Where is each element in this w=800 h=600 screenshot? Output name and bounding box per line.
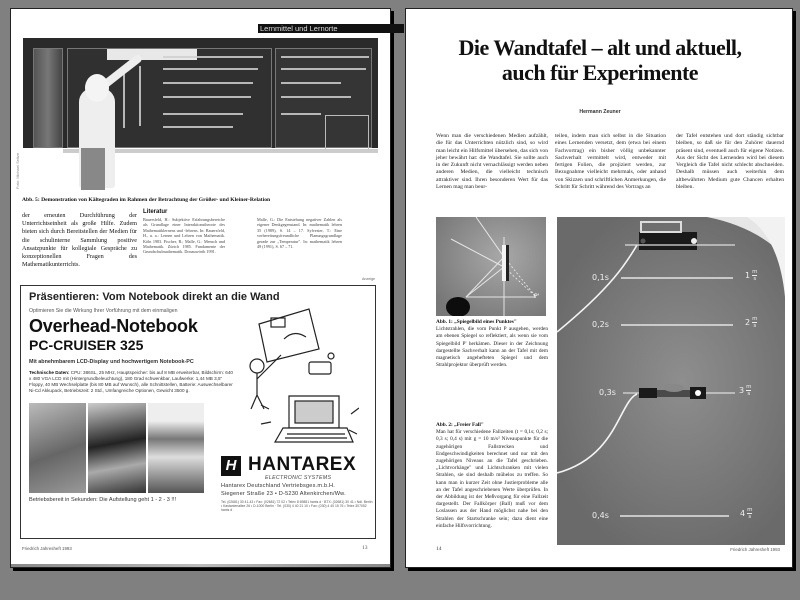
mirror-experiment-photo [436,217,546,316]
ad-photo-strip [29,403,209,493]
hantarex-logo-icon: H [221,456,241,476]
title-line-1: Die Wandtafel – alt und aktuell, [458,35,742,60]
ad-specs-label: Technische Daten: [29,370,70,375]
photo-credit: Foto: Michael Seltze [15,152,20,189]
article-title [406,35,794,85]
literature-heading: Literatur [143,209,168,215]
figure-2-title: Abb. 2: „Freier Fall" [436,422,484,428]
ad-slogan: Betriebsbereit in Sekunden: Die Aufstellung geht 1 - 2 - 3 !!! [29,497,177,503]
body-column: Wenn man die verschiedenen Medien aufzählt, die für das Unterrichten nützlich sind, so wird man leicht ein Hilfsmittel übersehen, das sich von jeher bewährt hat: die Wandtafel. Sie sollte auch in der Zukunft nicht vernachlässigt werden neben anderen Medien, die vielleicht technisch attraktiver sind. Ihren besonderen Wert für das Lernen mag man beur- [436,133,548,191]
ad-model-name: PC-CRUISER 325 [29,337,144,353]
ad-company: Hantarex Deutschland Vertriebsges.m.b.H. [221,483,336,489]
thermometer-scale [107,49,197,60]
right-page [405,8,793,568]
figure-caption: Abb. 5: Demonstration von Kältegraden im Rahmen der Betrachtung der Größer- und Kleiner-Relation [22,197,271,203]
blackboard-photo [23,38,378,148]
page-number: 13 [362,545,368,551]
body-column: der Tafel entstehen und dort ständig sichtbar bleiben, so daß sie für den Zuhörer dauernd präsent sind, eventuell auch für eigene Notizen. Aus der Sicht des Lernenden wird bei diesem Vergleich die Tafel nicht schlecht abschneiden. Deshalb müssen auch weiterhin dem altbewährten Medium gute Chancen erhalten bleiben. [676,133,784,191]
page-number: 14 [436,546,442,552]
title-line-2: auch für Experimente [501,60,699,85]
light-ray-diagram [436,217,546,316]
figure-1-text: Lichtstrahlen, die vom Punkt P ausgehen, werden am ebenen Spiegel so reflektiert, als wenn sie vom Spiegelbild P' herkämen. Dieser in der Zeichnung dargestellte Sachverhalt kann an der Tafel mit dem magnetisch angehefteten Spiegel und dem Strahlprojektor überprüft werden. [436,326,548,369]
speed-label: 4 $\frac{m}{s}$ [740,507,753,520]
figure-1-title: Abb. 1: „Spiegelbild eines Punktes" [436,319,517,325]
body-text: der erneuten Durchführung der Unterrichtseinheit als große Hilfe. Zudem bieten sich durch Bereitstellen der Medien für die schulinterne Sammlung positive Ansatzpunkte für kollegiale Gespräche zu konzeptionellen Fragen des Mathematikunterrichts. [22,212,137,269]
ad-specs-text: CPU: 386SL, 25 MHz, Hauptspeicher: bis auf 8 MB erweiterbar, Bildschirm: 640 x 480 VGA LCD mit (Hintergrundbeleuchtung), 180 Grad schwenkbar, Laufwerke: 1,44 MB 3,5" Floppy, 40 MB Wechselplatte (bis 80 MB auf Wunsch), alle Schnittstellen, Batterie: Auswechselbarer Ni-Cd Akkupack, Betriebszeit: 2 Std., Umfangreiche Optionen, Gewicht 3500 g. [29,370,233,394]
teacher-legs [81,148,105,190]
free-fall-experiment-photo [557,217,785,545]
literature-column: Malle, G.: Die Entstehung negativer Zahlen als eigener Denkgegenstand. In: mathematik lehren 35 (1989), S. 14 – 17. Sylvester, T.: Eine vorbereitungsfreundliche Planungsgrundlage gerade zur „Temperatur". In: mathematik lehren 49 (1991), S. 67 – 71. [257,217,342,250]
free-fall-chalk-drawing [557,217,785,545]
footer-publication: Friedrich Jahresheft 1993 [730,547,780,552]
teacher-head [85,74,109,102]
chalk-box [325,115,369,150]
ad-product-name: Overhead-Notebook [29,316,198,336]
figure-2-caption [436,422,548,530]
figure-1-caption [436,319,548,369]
page-edge [11,564,390,567]
ad-contact: Tel. (02681) 30 41-43 • Fax: (02681) 72 02 • Telex 8 69881 hants d · BTX: (02681) 30 41 • Ndl. Berlin • Kastanienallee 26 • D-1000 Berlin · Tel. (030) 4 40 21 10 • Fax: (030) 4 40 15 76 • Telex 307052 hants d [221,500,373,513]
ad-photo [148,403,204,493]
ad-specs [29,370,234,394]
ad-subline: Mit abnehmbarem LCD-Display und hochwertigem Notebook-PC [29,359,194,365]
time-label: 0,4s [592,511,609,520]
presenter-cartoon-illustration [239,304,359,454]
ad-headline: Präsentieren: Vom Notebook direkt an die Wand [29,291,280,303]
time-label: 0,3s [599,388,616,397]
article-author: Hermann Zeuner [579,109,621,115]
left-page [10,8,391,568]
ad-photo [29,403,86,493]
ad-brand-tagline: ELECTRONIC SYSTEMS [265,475,332,481]
time-label: 0,1s [592,273,609,282]
speed-label: 2 $\frac{m}{s}$ [745,316,758,329]
section-tag: Lernmittel und Lernorte [258,24,404,33]
literature-column: Bauersfeld, H.: Subjektive Erfahrungsbereiche als Grundlage einer Interaktionstheorie des Mathematiklernens und -lehrens. In: Bauersfeld, H., u. a.: Lernen und Lehren von Mathematik. Köln 1983. Fischer, R.; Malle, G.: Mensch und Mathematik. Zürich 1985. Fundamente der Grundschulmathematik. Donauwörth 1991. [143,217,225,255]
speed-label: 3 $\frac{m}{s}$ [739,384,752,397]
footer-publication: Friedrich Jahresheft 1993 [22,546,72,551]
ad-label: Anzeige [362,277,375,281]
figure-2-text: Man hat für verschiedene Fallzeiten (t = 0,1s; 0,2 s; 0,3 s; 0,4 s) mit g = 10 m/s² Niveaupunkte für die zugehörigen Fallstrecken und Endgeschwindigkeiten berechnet und nur mit den zugehörigen Niveaus an die Tafel geschrieben. „Lichtvorhänge" und Lichtschranken mit vielen Strahlen, sie sind deshalb mühelos zu treffen. So kann man in kurzer Zeit ohne Justierprobleme alle an der Tafel angeschriebenen Werte überprüfen. In der Abbildung ist der Meßvorgang für eine Fallzeit dargestellt. Der Fallkörper (Ball) muß vor dem Loslassen aus der Hand möglichst nahe bei den Strahlen der Startschranke sein; dazu dient eine einfache Hilfsvorrichtung. [436,429,548,529]
ad-photo [88,403,146,493]
ad-brand: HANTAREX [248,454,357,475]
board-panel [33,48,63,148]
point-label: P' [534,293,540,300]
speed-label: 1 $\frac{m}{s}$ [745,269,758,282]
body-column: teilen, indem man sich selbst in die Situation eines Lernenden versetzt, dem (etwa bei einem Fachvortrag) ein bisher völlig unbekannter Sachverhalt vermittelt wird, entweder mit fertigen Folien, die projiziert werden, zur Bezugnahme vielleicht mehrmals, oder anhand von Skizzen und schriftlichen Anmerkungen, die Schritt für Schritt während des Vortrags an [555,133,666,191]
time-label: 0,2s [592,320,609,329]
ad-intro: Optimieren Sie die Wirkung Ihrer Vorführung mit dem einmaligen [29,308,178,314]
ad-address: Siegener Straße 23 • D-5230 Altenkirchen/Ww. [221,491,346,497]
advertisement [20,285,376,539]
